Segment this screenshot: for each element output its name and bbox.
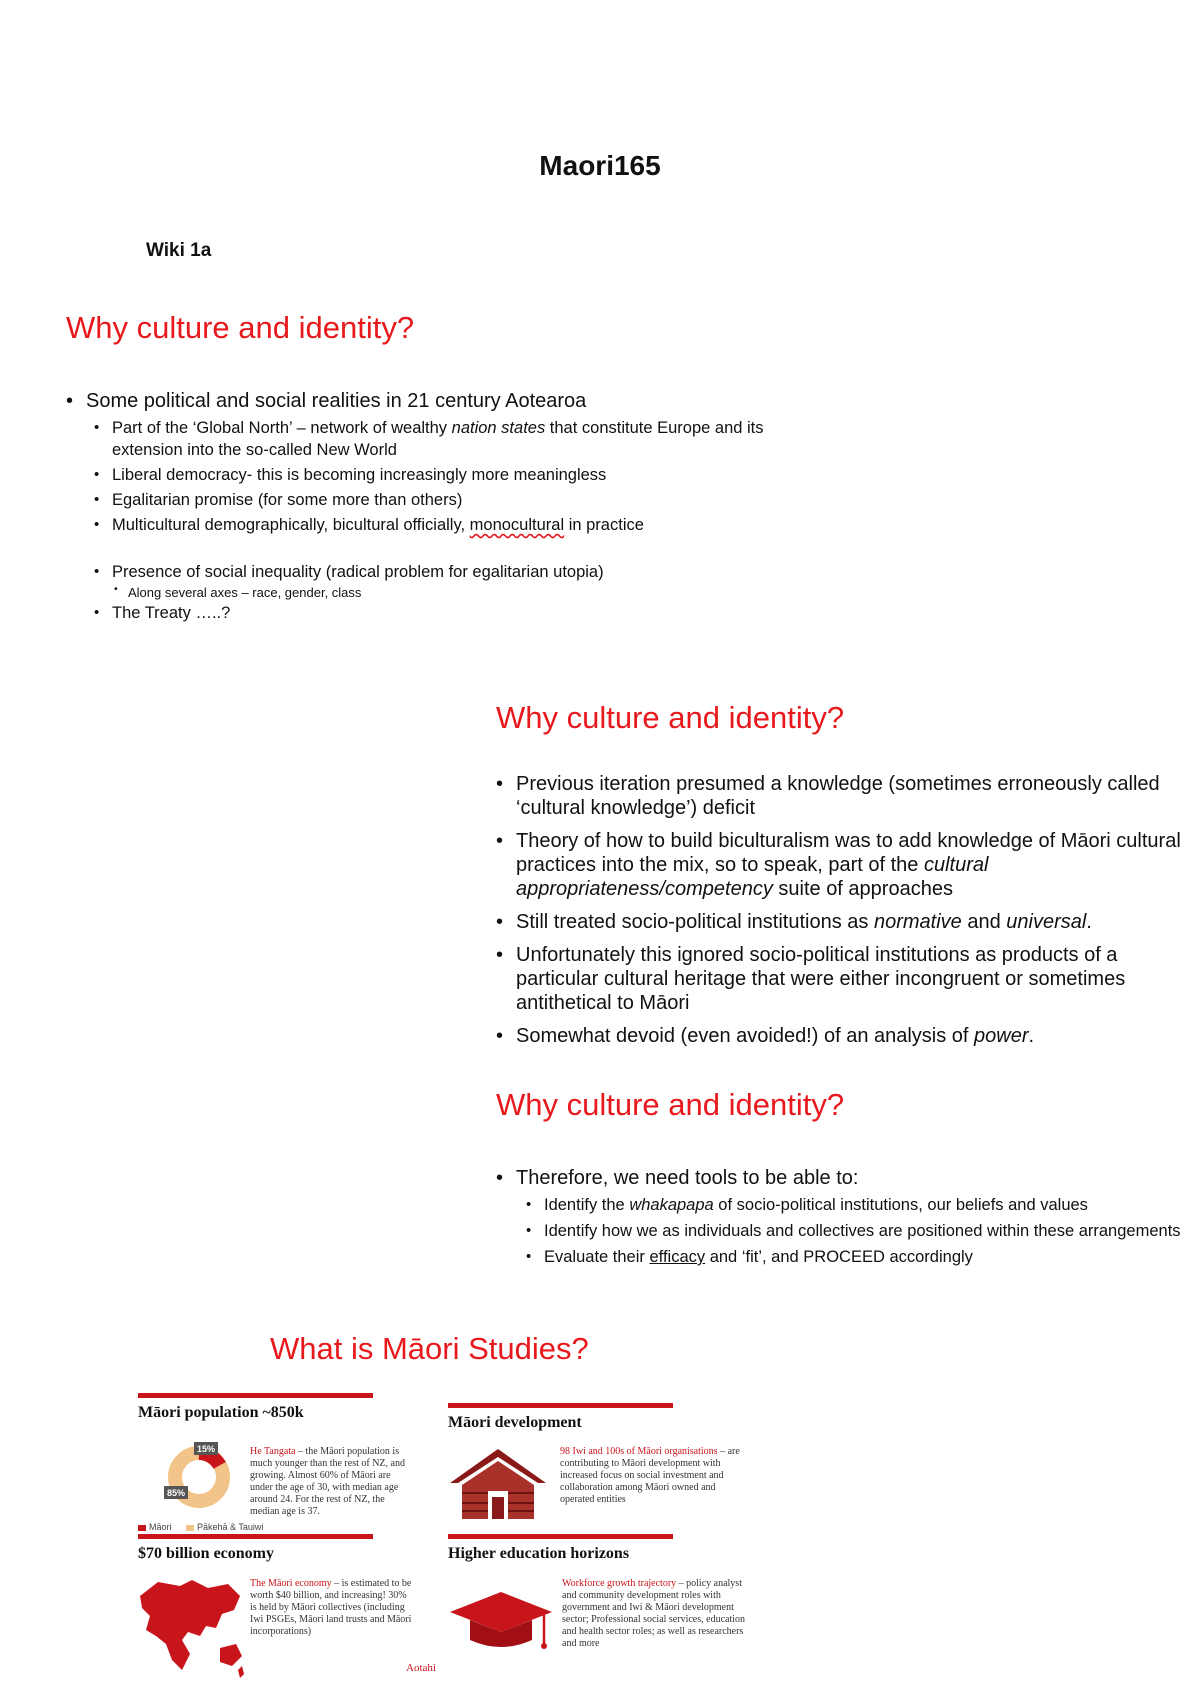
text: Evaluate their xyxy=(544,1248,650,1266)
panel-divider xyxy=(138,1534,373,1539)
bullet-biculturalism-theory xyxy=(496,829,1186,901)
bullet-political-realities xyxy=(66,390,786,413)
slide-2 xyxy=(496,772,1186,1057)
text: of socio-political institutions, our beliefs and values xyxy=(713,1196,1088,1214)
bullet-knowledge-deficit xyxy=(496,772,1186,820)
pct-small-label: 15% xyxy=(196,1444,216,1454)
panel-population xyxy=(138,1393,443,1422)
highlight: He Tangata xyxy=(250,1446,296,1457)
panel-divider xyxy=(448,1534,673,1539)
text: in practice xyxy=(564,516,644,534)
population-donut-chart xyxy=(164,1442,234,1512)
panel-divider xyxy=(138,1393,373,1398)
text: – the Māori population is much younger than the rest of NZ, and growing. Almost 60% of Māori are under the age of 30, with median age around 24. For the rest of NZ, the median age is 37. xyxy=(250,1446,405,1517)
text: suite of approaches xyxy=(772,878,953,900)
sub-bullet-liberal-democracy xyxy=(94,464,786,486)
panel-education xyxy=(448,1534,753,1563)
highlight: Workforce growth trajectory xyxy=(562,1578,677,1589)
highlight: The Māori economy xyxy=(250,1578,332,1589)
sub-bullet-treaty xyxy=(94,602,786,624)
panel-economy-text xyxy=(250,1578,415,1638)
panel-population-text xyxy=(250,1446,415,1518)
population-legend xyxy=(138,1522,263,1532)
text: Part of the ‘Global North’ – network of wealthy xyxy=(112,419,452,437)
text: Unfortunately this ignored socio-political institutions as products of a particular cultural heritage that were either incongruent or sometimes antithetical to Māori xyxy=(516,944,1126,1014)
text: Still treated socio-political institutions as xyxy=(516,911,874,933)
text: Previous iteration presumed a knowledge (sometimes erroneously called ‘cultural knowledge’) deficit xyxy=(516,773,1160,819)
world-map-icon xyxy=(136,1574,246,1684)
spellcheck-underlined-word: monocultural xyxy=(469,516,565,534)
emphasis: normative xyxy=(873,911,962,933)
text: Egalitarian promise (for some more than others) xyxy=(112,491,463,509)
text: – is estimated to be worth $40 billion, and increasing! 30% is held by Māori collectives (including Iwi PSGEs, Māori land trusts and Māori incorporations) xyxy=(250,1578,412,1637)
sub-bullet-egalitarian xyxy=(94,489,786,511)
sub-bullet-inequality xyxy=(94,561,786,583)
panel-development xyxy=(448,1403,753,1432)
text: Along several axes – race, gender, class xyxy=(128,585,362,600)
sub-bullet-evaluate xyxy=(526,1246,1186,1268)
underlined-word: efficacy xyxy=(649,1248,706,1266)
bullet-analysis-of-power xyxy=(496,1024,1186,1048)
aotahi-logo-text: Aotahi xyxy=(406,1662,436,1674)
document-subtitle: Wiki 1a xyxy=(146,240,212,261)
emphasis: nation states xyxy=(451,419,546,437)
text: The Treaty …..? xyxy=(112,604,231,622)
sub-bullet-positioned xyxy=(526,1220,1186,1242)
slide-1-title: Why culture and identity? xyxy=(66,310,415,345)
bullet-normative-universal xyxy=(496,910,1186,934)
sub-sub-bullet-axes xyxy=(114,585,786,600)
emphasis: power xyxy=(974,1025,1029,1047)
slide-1 xyxy=(66,310,786,624)
text: Liberal democracy- this is becoming increasingly more meaningless xyxy=(112,466,607,484)
house-icon xyxy=(448,1447,548,1522)
sub-bullet-whakapapa xyxy=(526,1194,1186,1216)
legend-label: Māori xyxy=(149,1522,172,1532)
pct-big-label: 85% xyxy=(166,1488,186,1498)
highlight: 98 Iwi and 100s of Māori organisations xyxy=(560,1446,718,1457)
text: Somewhat devoid (even avoided!) of an analysis of xyxy=(516,1025,975,1047)
text: that constitute Europe and its extension into the so-called New World xyxy=(112,419,764,459)
sub-bullet-multicultural xyxy=(94,514,786,536)
document-title: Maori165 xyxy=(539,150,661,181)
slide-4-title: What is Māori Studies? xyxy=(270,1331,589,1366)
emphasis: cultural appropriateness/competency xyxy=(516,854,989,900)
legend-label: Pākehā & Tauiwi xyxy=(197,1522,264,1532)
legend-swatch-pakeha xyxy=(186,1525,194,1531)
panel-heading: Higher education horizons xyxy=(448,1545,630,1562)
text: . xyxy=(1028,1025,1035,1047)
panel-development-text xyxy=(560,1446,750,1506)
slide-3-title: Why culture and identity? xyxy=(496,1087,845,1122)
graduation-cap-icon xyxy=(446,1588,556,1663)
text: and xyxy=(961,911,1007,933)
panel-education-text xyxy=(562,1578,752,1650)
bullet-text: Some political and social realities in 21 century Aotearoa xyxy=(86,390,587,412)
text: and ‘fit’, and PROCEED accordingly xyxy=(705,1248,973,1266)
text: – policy analyst and community development roles with government and Iwi & Māori development sector; Professional social services, education and health sector roles; as well as researchers and more xyxy=(562,1578,745,1649)
panel-divider xyxy=(448,1403,673,1408)
panel-heading: $70 billion economy xyxy=(138,1545,275,1562)
text: – are contributing to Māori development with increased focus on social investment and collaboration among Māori owned and operated entities xyxy=(560,1446,740,1505)
legend-swatch-maori xyxy=(138,1525,146,1531)
panel-heading: Māori development xyxy=(448,1414,582,1431)
panel-heading: Māori population ~850k xyxy=(138,1404,304,1421)
text: Multicultural demographically, bicultural officially, xyxy=(112,516,470,534)
text: . xyxy=(1086,911,1092,933)
bullet-cultural-heritage xyxy=(496,943,1186,1015)
emphasis: universal xyxy=(1006,911,1087,933)
sub-bullet-global-north xyxy=(94,417,786,461)
emphasis: whakapapa xyxy=(629,1196,714,1214)
text: Identify how we as individuals and collectives are positioned within these arrangements xyxy=(544,1222,1181,1240)
text: Identify the xyxy=(544,1196,630,1214)
slide-3 xyxy=(496,1087,1186,1268)
text: Theory of how to build biculturalism was to add knowledge of Māori cultural practices into the mix, so to speak, part of the xyxy=(516,830,1181,876)
slide-2-title: Why culture and identity? xyxy=(496,700,845,735)
bullet-need-tools xyxy=(496,1167,1186,1190)
panel-economy xyxy=(138,1534,443,1563)
text: Presence of social inequality (radical problem for egalitarian utopia) xyxy=(112,563,604,581)
text: Therefore, we need tools to be able to: xyxy=(516,1167,859,1189)
